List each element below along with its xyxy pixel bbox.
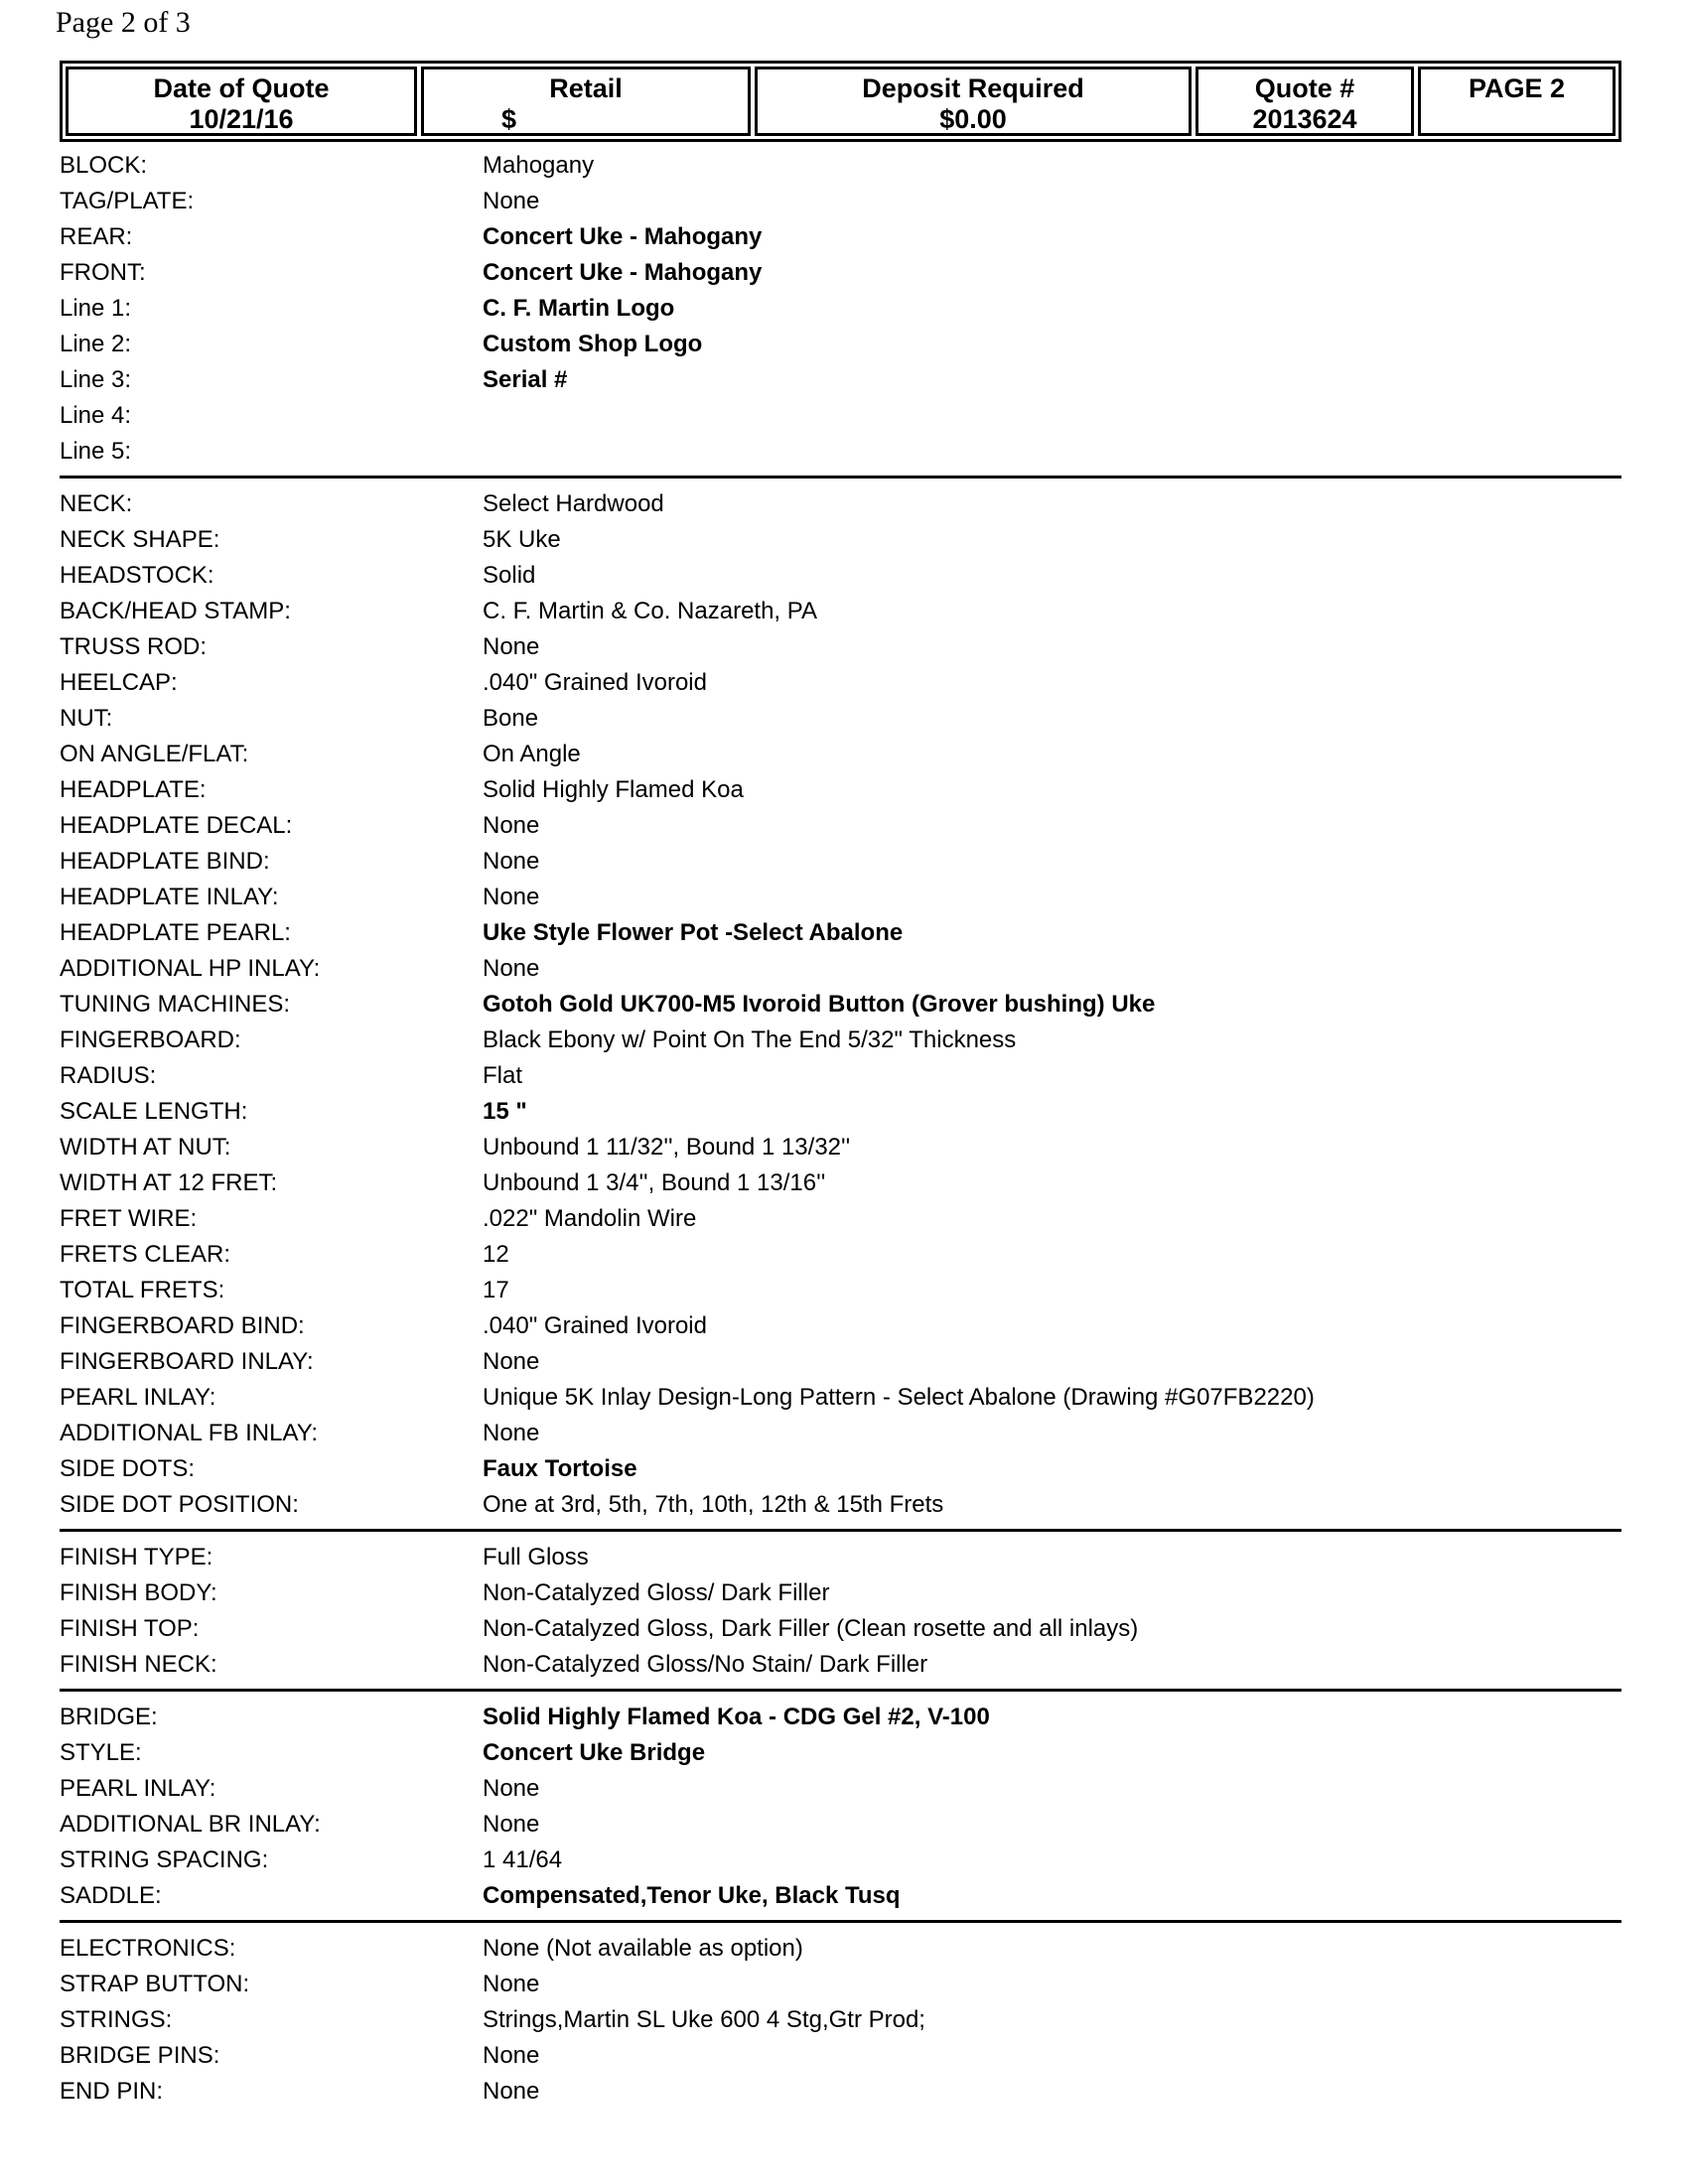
quote-number-cell (1196, 67, 1414, 136)
spec-label: Line 5: (60, 438, 132, 465)
spec-value: None (483, 1348, 540, 1375)
spec-value: Solid (483, 562, 536, 589)
spec-row (60, 1094, 1621, 1130)
retail-value: $ (501, 104, 517, 134)
spec-row (60, 184, 1621, 219)
spec-label: NUT: (60, 705, 113, 732)
spec-row (60, 1540, 1621, 1575)
spec-label: NECK SHAPE: (60, 526, 220, 553)
spec-row (60, 219, 1621, 255)
spec-value: Select Hardwood (483, 490, 664, 517)
spec-value: .040" Grained Ivoroid (483, 1312, 707, 1339)
spec-label: STYLE: (60, 1739, 142, 1766)
spec-section (60, 1931, 1621, 2116)
spec-value: Non-Catalyzed Gloss, Dark Filler (Clean rosette and all inlays) (483, 1615, 1139, 1642)
spec-row (60, 1023, 1621, 1058)
spec-value: Concert Uke Bridge (483, 1739, 706, 1766)
spec-section (60, 486, 1621, 1532)
spec-label: HEADSTOCK: (60, 562, 214, 589)
spec-value: One at 3rd, 5th, 7th, 10th, 12th & 15th Frets (483, 1491, 944, 1518)
spec-row (60, 486, 1621, 522)
spec-value: Solid Highly Flamed Koa (483, 776, 744, 803)
spec-label: Line 1: (60, 295, 132, 322)
spec-value: C. F. Martin & Co. Nazareth, PA (483, 598, 817, 624)
deposit-required-cell (755, 67, 1192, 136)
spec-row (60, 558, 1621, 594)
spec-row (60, 1058, 1621, 1094)
spec-value: None (483, 1420, 540, 1446)
spec-label: TUNING MACHINES: (60, 991, 291, 1018)
spec-row (60, 1451, 1621, 1487)
spec-section (60, 1700, 1621, 1923)
spec-label: WIDTH AT 12 FRET: (60, 1169, 278, 1196)
spec-value: Uke Style Flower Pot -Select Abalone (483, 919, 904, 946)
spec-list (60, 148, 1621, 2123)
spec-row (60, 1344, 1621, 1380)
spec-label: ADDITIONAL HP INLAY: (60, 955, 321, 982)
spec-label: SIDE DOT POSITION: (60, 1491, 299, 1518)
spec-row (60, 772, 1621, 808)
spec-value: Compensated,Tenor Uke, Black Tusq (483, 1882, 901, 1909)
spec-label: STRING SPACING: (60, 1846, 269, 1873)
spec-row (60, 629, 1621, 665)
spec-row (60, 1237, 1621, 1273)
spec-label: FINGERBOARD: (60, 1026, 241, 1053)
spec-label: PEARL INLAY: (60, 1775, 216, 1802)
spec-value: None (483, 848, 540, 875)
spec-row (60, 1575, 1621, 1611)
quote-number-label: Quote # (1254, 73, 1355, 103)
spec-row (60, 1807, 1621, 1843)
spec-row (60, 1967, 1621, 2002)
spec-value: Unbound 1 3/4'', Bound 1 13/16'' (483, 1169, 826, 1196)
spec-label: ADDITIONAL FB INLAY: (60, 1420, 319, 1446)
spec-value: 17 (483, 1277, 509, 1303)
spec-label: SIDE DOTS: (60, 1455, 196, 1482)
spec-value: Flat (483, 1062, 523, 1089)
spec-label: FINISH BODY: (60, 1579, 217, 1606)
spec-row (60, 1380, 1621, 1416)
spec-value: Solid Highly Flamed Koa - CDG Gel #2, V-100 (483, 1704, 990, 1730)
spec-value: Concert Uke - Mahogany (483, 259, 763, 286)
spec-value: Custom Shop Logo (483, 331, 703, 357)
spec-value: Non-Catalyzed Gloss/No Stain/ Dark Filler (483, 1651, 928, 1678)
spec-row (60, 594, 1621, 629)
spec-value: None (483, 955, 540, 982)
spec-value: Concert Uke - Mahogany (483, 223, 763, 250)
spec-row (60, 951, 1621, 987)
spec-value: Unbound 1 11/32'', Bound 1 13/32'' (483, 1134, 851, 1160)
spec-value: None (483, 884, 540, 910)
spec-label: Line 4: (60, 402, 132, 429)
spec-value: Full Gloss (483, 1544, 589, 1570)
spec-label: HEADPLATE INLAY: (60, 884, 279, 910)
spec-value: None (Not available as option) (483, 1935, 803, 1962)
spec-label: HEADPLATE DECAL: (60, 812, 293, 839)
spec-row (60, 2038, 1621, 2074)
spec-label: RADIUS: (60, 1062, 157, 1089)
spec-label: FINGERBOARD BIND: (60, 1312, 305, 1339)
date-of-quote-label: Date of Quote (153, 73, 330, 103)
spec-label: NECK: (60, 490, 133, 517)
spec-value: .022" Mandolin Wire (483, 1205, 697, 1232)
spec-value: Serial # (483, 366, 568, 393)
spec-value: Unique 5K Inlay Design-Long Pattern - Select Abalone (Drawing #G07FB2220) (483, 1384, 1315, 1411)
spec-row (60, 1201, 1621, 1237)
spec-value: 12 (483, 1241, 509, 1268)
spec-value: None (483, 812, 540, 839)
spec-label: FINISH TOP: (60, 1615, 200, 1642)
spec-row (60, 1735, 1621, 1771)
spec-label: FINISH NECK: (60, 1651, 217, 1678)
spec-label: SCALE LENGTH: (60, 1098, 248, 1125)
spec-row (60, 1611, 1621, 1647)
spec-value: 15 " (483, 1098, 527, 1125)
spec-row (60, 1416, 1621, 1451)
spec-label: Line 2: (60, 331, 132, 357)
spec-label: STRINGS: (60, 2006, 173, 2033)
spec-label: FRETS CLEAR: (60, 1241, 231, 1268)
spec-row (60, 844, 1621, 880)
spec-label: TAG/PLATE: (60, 188, 195, 214)
spec-row (60, 362, 1621, 398)
spec-value: Black Ebony w/ Point On The End 5/32" Thickness (483, 1026, 1017, 1053)
spec-value: None (483, 633, 540, 660)
spec-row (60, 737, 1621, 772)
spec-value: .040" Grained Ivoroid (483, 669, 707, 696)
retail-cell (421, 67, 751, 136)
spec-row (60, 1700, 1621, 1735)
spec-row (60, 291, 1621, 327)
date-of-quote-value: 10/21/16 (189, 104, 294, 134)
spec-value: None (483, 2042, 540, 2069)
spec-row (60, 665, 1621, 701)
spec-row (60, 1878, 1621, 1914)
spec-row (60, 398, 1621, 434)
spec-value: None (483, 1811, 540, 1838)
spec-label: TOTAL FRETS: (60, 1277, 225, 1303)
spec-row (60, 148, 1621, 184)
spec-label: ON ANGLE/FLAT: (60, 741, 249, 767)
spec-value: C. F. Martin Logo (483, 295, 675, 322)
spec-label: WIDTH AT NUT: (60, 1134, 231, 1160)
spec-section (60, 1540, 1621, 1692)
spec-label: HEADPLATE BIND: (60, 848, 270, 875)
page-label: Page 2 of 3 (56, 6, 191, 39)
spec-row (60, 1647, 1621, 1683)
quote-header-table (60, 61, 1621, 142)
spec-row (60, 2074, 1621, 2110)
spec-row (60, 1487, 1621, 1523)
spec-row (60, 1130, 1621, 1165)
spec-label: BRIDGE: (60, 1704, 158, 1730)
spec-label: BRIDGE PINS: (60, 2042, 220, 2069)
spec-label: BLOCK: (60, 152, 148, 179)
retail-label: Retail (549, 73, 623, 103)
deposit-required-label: Deposit Required (862, 73, 1084, 103)
page-number-cell (1418, 67, 1616, 136)
spec-row (60, 1273, 1621, 1308)
spec-label: FINGERBOARD INLAY: (60, 1348, 314, 1375)
spec-label: SADDLE: (60, 1882, 162, 1909)
spec-label: HEELCAP: (60, 669, 178, 696)
spec-label: FINISH TYPE: (60, 1544, 213, 1570)
spec-value: 1 41/64 (483, 1846, 563, 1873)
spec-row (60, 327, 1621, 362)
spec-value: On Angle (483, 741, 581, 767)
spec-label: REAR: (60, 223, 133, 250)
spec-row (60, 1931, 1621, 1967)
spec-row (60, 1165, 1621, 1201)
spec-row (60, 915, 1621, 951)
spec-value: None (483, 188, 540, 214)
spec-label: ADDITIONAL BR INLAY: (60, 1811, 321, 1838)
spec-value: Gotoh Gold UK700-M5 Ivoroid Button (Grover bushing) Uke (483, 991, 1156, 1018)
spec-label: HEADPLATE PEARL: (60, 919, 291, 946)
spec-label: HEADPLATE: (60, 776, 207, 803)
spec-row (60, 255, 1621, 291)
spec-row (60, 1308, 1621, 1344)
spec-row (60, 987, 1621, 1023)
spec-value: Faux Tortoise (483, 1455, 637, 1482)
date-of-quote-cell (66, 67, 417, 136)
spec-value: Mahogany (483, 152, 595, 179)
spec-row (60, 2002, 1621, 2038)
spec-label: Line 3: (60, 366, 132, 393)
spec-label: PEARL INLAY: (60, 1384, 216, 1411)
spec-row (60, 1771, 1621, 1807)
spec-section (60, 148, 1621, 478)
spec-row (60, 1843, 1621, 1878)
spec-row (60, 880, 1621, 915)
spec-row (60, 522, 1621, 558)
page-number-value: PAGE 2 (1468, 73, 1566, 103)
spec-value: None (483, 1775, 540, 1802)
spec-value: Bone (483, 705, 539, 732)
spec-label: FRONT: (60, 259, 146, 286)
spec-value: 5K Uke (483, 526, 561, 553)
spec-row (60, 808, 1621, 844)
spec-value: Strings,Martin SL Uke 600 4 Stg,Gtr Prod; (483, 2006, 925, 2033)
spec-label: FRET WIRE: (60, 1205, 198, 1232)
quote-number-value: 2013624 (1252, 104, 1357, 134)
spec-row (60, 701, 1621, 737)
spec-value: None (483, 1971, 540, 1997)
spec-label: BACK/HEAD STAMP: (60, 598, 291, 624)
spec-value: None (483, 2078, 540, 2105)
spec-label: TRUSS ROD: (60, 633, 208, 660)
spec-row (60, 434, 1621, 470)
spec-label: END PIN: (60, 2078, 164, 2105)
spec-label: STRAP BUTTON: (60, 1971, 250, 1997)
spec-label: ELECTRONICS: (60, 1935, 236, 1962)
spec-value: Non-Catalyzed Gloss/ Dark Filler (483, 1579, 830, 1606)
deposit-required-value: $0.00 (939, 104, 1007, 134)
